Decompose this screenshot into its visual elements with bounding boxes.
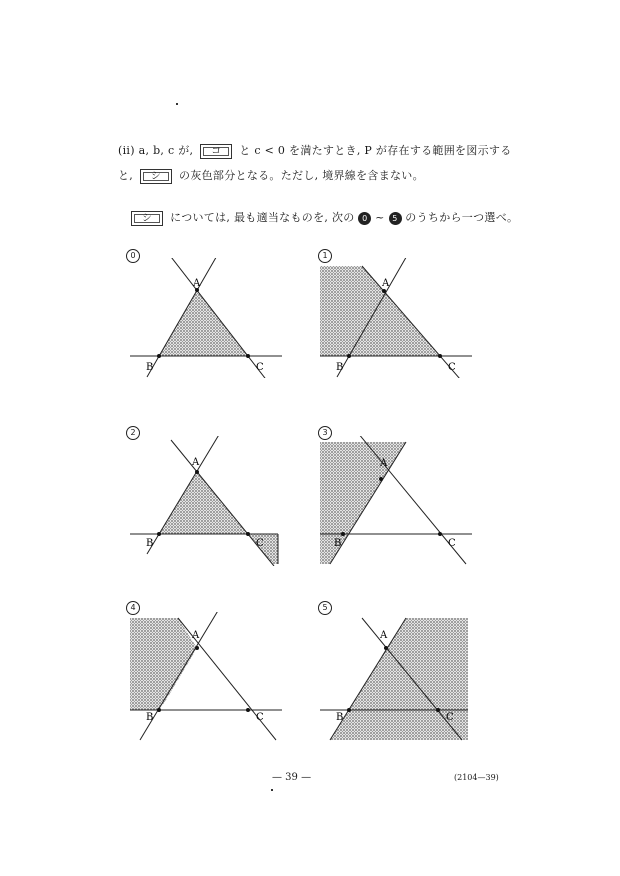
answer-box-shi: シ bbox=[140, 169, 172, 184]
option-0-point-b bbox=[157, 354, 161, 358]
option-1-label-a: A bbox=[382, 278, 390, 289]
question-line2-start: と, bbox=[118, 169, 134, 182]
answer-box-shi-2: シ bbox=[131, 211, 163, 226]
option-3-point-b bbox=[341, 532, 345, 536]
question-instruction: については, 最も適当なものを, 次の bbox=[170, 211, 355, 224]
option-1-graph bbox=[316, 258, 476, 378]
option-3-label-c: C bbox=[448, 538, 456, 549]
option-3-graph bbox=[316, 436, 476, 566]
option-2-graph bbox=[126, 436, 286, 566]
option-4-label-b: B bbox=[146, 712, 154, 723]
question-line-2 bbox=[118, 167, 424, 184]
exam-code: (2104—39) bbox=[454, 773, 499, 782]
answer-box-ko: コ bbox=[200, 144, 232, 159]
option-0-label-c: C bbox=[256, 362, 264, 373]
option-0-graph bbox=[126, 258, 286, 378]
option-5-point-b bbox=[347, 708, 351, 712]
option-5-point-c bbox=[436, 708, 440, 712]
option-4-point-c bbox=[246, 708, 250, 712]
stray-mark bbox=[176, 103, 178, 105]
question-line-1 bbox=[118, 142, 512, 159]
option-4-label-c: C bbox=[256, 712, 264, 723]
option-5-number: 5 bbox=[318, 601, 332, 615]
option-4-shaded-region bbox=[130, 618, 197, 700]
option-3-label-a: A bbox=[380, 458, 388, 469]
range-separator: ~ bbox=[375, 211, 385, 224]
option-1-label-b: B bbox=[336, 362, 344, 373]
question-intro: (ii) a, b, c が, bbox=[118, 144, 194, 157]
option-2-label-c: C bbox=[256, 538, 264, 549]
range-end-number: 5 bbox=[389, 212, 402, 225]
option-0-number: 0 bbox=[126, 249, 140, 263]
option-0-label-b: B bbox=[146, 362, 154, 373]
option-4-point-b bbox=[157, 708, 161, 712]
option-2-point-a bbox=[195, 470, 199, 474]
option-3-label-b: B bbox=[334, 538, 342, 549]
question-line-3 bbox=[128, 209, 518, 226]
option-3-point-c bbox=[438, 532, 442, 536]
option-4-graph bbox=[126, 612, 286, 742]
option-2-label-a: A bbox=[192, 457, 200, 468]
page-number: — 39 — bbox=[272, 772, 312, 783]
option-4-label-a: A bbox=[192, 630, 200, 641]
option-5-graph bbox=[316, 612, 476, 742]
question-line2-end: の灰色部分となる。ただし, 境界線を含まない。 bbox=[179, 169, 424, 182]
option-5-point-a bbox=[384, 646, 388, 650]
stray-mark-bottom bbox=[271, 789, 273, 791]
option-0-point-c bbox=[246, 354, 250, 358]
option-5-label-a: A bbox=[380, 630, 388, 641]
option-1-point-c bbox=[438, 354, 442, 358]
option-1-number: 1 bbox=[318, 249, 332, 263]
option-2-label-b: B bbox=[146, 538, 154, 549]
option-2-number: 2 bbox=[126, 426, 140, 440]
question-instruction-tail: のうちから一つ選べ。 bbox=[405, 211, 519, 224]
option-0-label-a: A bbox=[193, 278, 201, 289]
option-3-number: 3 bbox=[318, 426, 332, 440]
range-start-number: 0 bbox=[358, 212, 371, 225]
option-2-point-c bbox=[246, 532, 250, 536]
question-condition: と c < 0 を満たすとき, P が存在する範囲を図示する bbox=[239, 144, 512, 157]
option-2-shaded-region-triangle bbox=[159, 472, 248, 534]
option-1-point-a bbox=[382, 289, 386, 293]
option-1-point-b bbox=[347, 354, 351, 358]
option-5-label-b: B bbox=[336, 712, 344, 723]
option-2-point-b bbox=[157, 532, 161, 536]
option-3-point-a bbox=[379, 477, 383, 481]
option-4-number: 4 bbox=[126, 601, 140, 615]
option-1-label-c: C bbox=[448, 362, 456, 373]
option-3-shaded-region bbox=[320, 442, 406, 564]
option-1-shaded-region bbox=[320, 266, 440, 356]
option-0-shaded-region bbox=[159, 290, 248, 356]
option-5-label-c: C bbox=[446, 712, 454, 723]
option-4-point-a bbox=[195, 646, 199, 650]
